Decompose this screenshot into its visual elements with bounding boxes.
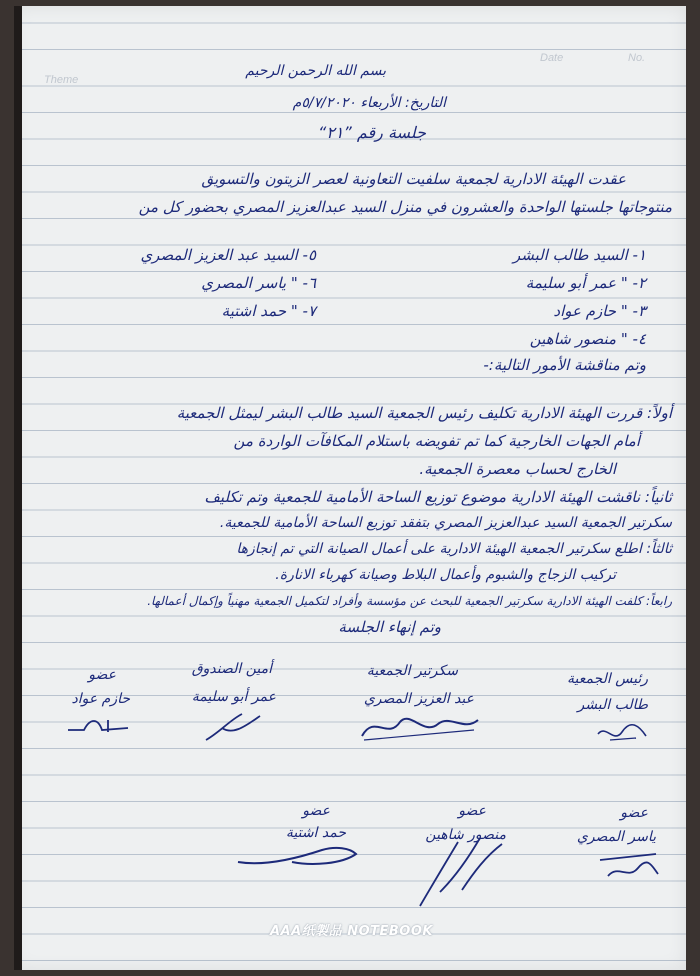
signature-role: عضو (620, 805, 648, 821)
signature-role: عضو (88, 667, 116, 683)
number-label: No. (628, 52, 646, 64)
decision-line: الخارج لحساب معصرة الجمعية. (419, 460, 616, 478)
date-line: التاريخ: الأربعاء ٥/٧/٢٠٢٠م (292, 95, 446, 111)
attendee-item: ٣- " حازم عواد (553, 302, 646, 320)
attendee-item: ٦- " ياسر المصري (201, 274, 316, 292)
notebook-binding (14, 6, 22, 970)
signature-name: حازم عواد (71, 691, 130, 707)
signature-role: عضو (458, 803, 486, 819)
attendee-item: ١- السيد طالب البشر (512, 246, 646, 264)
attendee-item: ٧- " حمد اشتية (221, 302, 316, 320)
signature-scribble (592, 718, 652, 748)
session-title: جلسة رقم ”٢١“ (317, 123, 426, 142)
signature-name: منصور شاهين (425, 827, 506, 843)
decision-line: سكرتير الجمعية السيد عبدالعزيز المصري بتفقد توزيع الساحة الأمامية للجمعية. (219, 515, 672, 531)
theme-label: Theme (44, 74, 79, 86)
closing-line: وتم إنهاء الجلسة (338, 618, 441, 636)
attendee-item: ٤- " منصور شاهين (529, 330, 646, 348)
signature-role: أمين الصندوق (191, 661, 272, 677)
intro-line: منتوجاتها جلستها الواحدة والعشرون في منزل السيد عبدالعزيز المصري بحضور كل من (138, 198, 672, 216)
signature-name: عبد العزيز المصري (363, 691, 474, 707)
signature-name: ياسر المصري (576, 829, 656, 845)
decision-line: أمام الجهات الخارجية كما تم تفويضه باستلام المكافآت الواردة من (233, 432, 640, 450)
attendee-item: ٥- السيد عبد العزيز المصري (140, 246, 316, 264)
notebook-page (14, 6, 686, 970)
decision-line: ثانياً: ناقشت الهيئة الادارية موضوع توزيع الساحة الأمامية للجمعية وتم تكليف (204, 488, 672, 506)
agenda-intro: وتم مناقشة الأمور التالية:- (483, 356, 646, 374)
date-label: Date (540, 52, 564, 64)
signature-name: عمر أبو سليمة (191, 689, 276, 705)
signature-scribble (232, 836, 362, 872)
notebook-brand-logo: AAA纸製品 NOTEBOOK (270, 924, 433, 939)
intro-line: عقدت الهيئة الادارية لجمعية سلفيت التعاونية لعصر الزيتون والتسويق (201, 170, 626, 188)
signature-scribble (200, 706, 270, 746)
signature-name: حمد اشتية (285, 825, 346, 841)
decision-line: أولاً: قررت الهيئة الادارية تكليف رئيس الجمعية السيد طالب البشر ليمثل الجمعية (176, 404, 672, 422)
basmala: بسم الله الرحمن الرحيم (245, 63, 386, 79)
signature-scribble (410, 832, 510, 912)
signature-scribble (64, 708, 134, 738)
signature-role: عضو (302, 803, 330, 819)
signature-role: سكرتير الجمعية (366, 663, 458, 679)
signature-scribble (594, 846, 664, 886)
decision-line: تركيب الزجاج والشبوم وأعمال البلاط وصيانة كهرباء الانارة. (275, 567, 616, 583)
signature-role: رئيس الجمعية (567, 671, 648, 687)
decision-line: رابعاً: كلفت الهيئة الادارية سكرتير الجمعية للبحث عن مؤسسة وأفراد لتكميل الجمعية مهنياً وإكمال أعمالها. (147, 594, 672, 608)
signature-scribble (354, 706, 484, 746)
attendee-item: ٢- " عمر أبو سليمة (525, 274, 646, 292)
decision-line: ثالثاً: اطلع سكرتير الجمعية الهيئة الادارية على أعمال الصيانة التي تم إنجازها (236, 541, 672, 557)
signature-name: طالب البشر (577, 697, 648, 713)
